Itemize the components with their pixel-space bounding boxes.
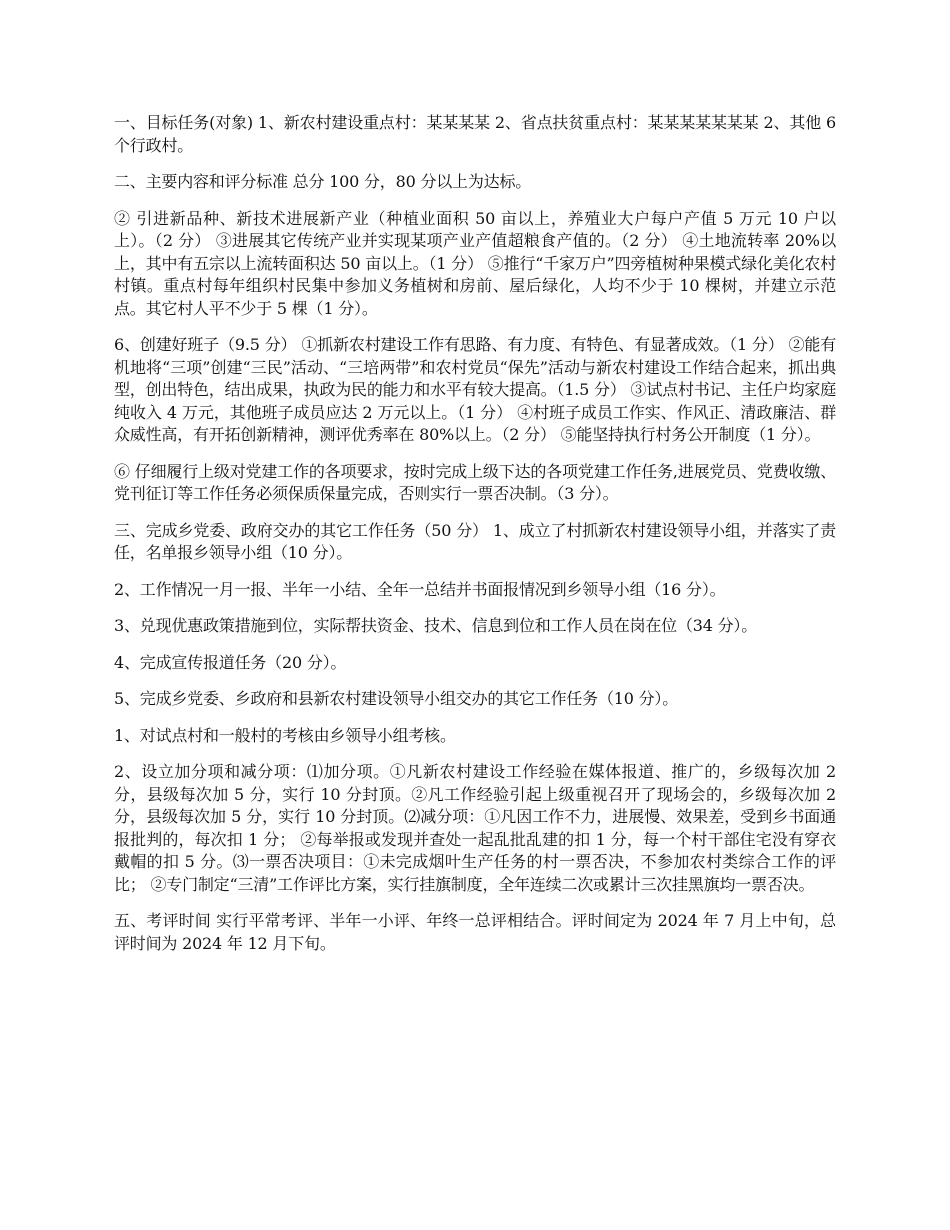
paragraph-party-building: ⑥ 仔细履行上级对党建工作的各项要求，按时完成上级下达的各项党建工作任务,进展党员、党费收缴、党刊征订等工作任务必须保质保量完成，否则实行一票否决制。（3 分）。 [114,461,836,503]
paragraph-assessment: 1、对试点村和一般村的考核由乡领导小组考核。 [114,725,456,745]
paragraph-policy: 3、兑现优惠政策措施到位，实际帮扶资金、技术、信息到位和工作人员在岗在位（34 分）。 [114,616,758,635]
paragraph-publicity: 4、完成宣传报道任务（20 分）。 [114,652,347,672]
paragraph-other-tasks: 三、完成乡党委、政府交办的其它工作任务（50 分） 1、成立了村抓新农村建设领导小组，并落实了责任，名单报乡领导小组（10 分）。 [114,520,836,562]
document-body [114,112,836,969]
paragraph-industry: ② 引进新品种、新技术进展新产业（种植业面积 50 亩以上，养殖业大户每户产值 5 万元 10 户以上）。（2 分） ③进展其它传统产业并实现某项产业产值超粮食产值的。（2 分） ④土地流转率 20%以上，其中有五宗以上流转面积达 50 亩以上。（1 分） ⑤推行“千家万户”四旁植树种果模式绿化美化农村村镇。重点村每年组织村民集中参加义务植树和房前、屋后绿化，人均不少于 10 棵树，并建立示范点。其它村人平不少于 5 棵（1 分）。 [114,208,836,318]
paragraph-leadership: 6、创建好班子（9.5 分） ①抓新农村建设工作有思路、有力度、有特色、有显著成效。（1 分） ②能有机地将“三项”创建“三民”活动、“三培两带”和农村党员“保先”活动与新农村建设工作结合起来，抓出典型，创出特色，结出成果，执政为民的能力和水平有较大提高。（1.5 分） ③试点村书记、主任户均家庭纯收入 4 万元，其他班子成员应达 2 万元以上。（1 分） ④村班子成员工作实、作风正、清政廉洁、群众威性高，有开拓创新精神，测评优秀率在 80%以上。（2 分） ⑤能坚持执行村务公开制度（1 分）。 [114,335,836,444]
paragraph-content-standard: 二、主要内容和评分标准 总分 100 分，80 分以上为达标。 [114,172,532,191]
paragraph-evaluation-time: 五、考评时间 实行平常考评、半年一小评、年终一总评相结合。评时间定为 2024 年 7 月上中旬，总评时间为 2024 年 12 月下旬。 [114,911,836,953]
paragraph-assigned-tasks: 5、完成乡党委、乡政府和县新农村建设领导小组交办的其它工作任务（10 分）。 [114,689,679,708]
paragraph-targets: 一、目标任务(对象) 1、新农村建设重点村：某某某某 2、省点扶贫重点村：某某某某某某某 2、其他 6 个行政村。 [114,113,836,155]
paragraph-reporting: 2、工作情况一月一报、半年一小结、全年一总结并书面报情况到乡领导小组（16 分）。 [114,579,726,599]
paragraph-bonus-penalty: 2、设立加分项和减分项：⑴加分项。①凡新农村建设工作经验在媒体报道、推广的，乡级每次加 2 分，县级每次加 5 分，实行 10 分封顶。②凡工作经验引起上级重视召开了现场会的，乡级每次加 2 分，县级每次加 5 分，实行 10 分封顶。⑵减分项：①凡因工作不力，进展慢、效果差，受到乡书面通报批判的，每次扣 1 分； ②每举报或发现并查处一起乱批乱建的扣 1 分，每一个村干部住宅没有穿衣戴帽的扣 5 分。⑶一票否决项目：①未完成烟叶生产任务的村一票否决，不参加农村类综合工作的评比； ②专门制定“三清”工作评比方案，实行挂旗制度，全年连续二次或累计三次挂黑旗均一票否决。 [114,762,836,894]
